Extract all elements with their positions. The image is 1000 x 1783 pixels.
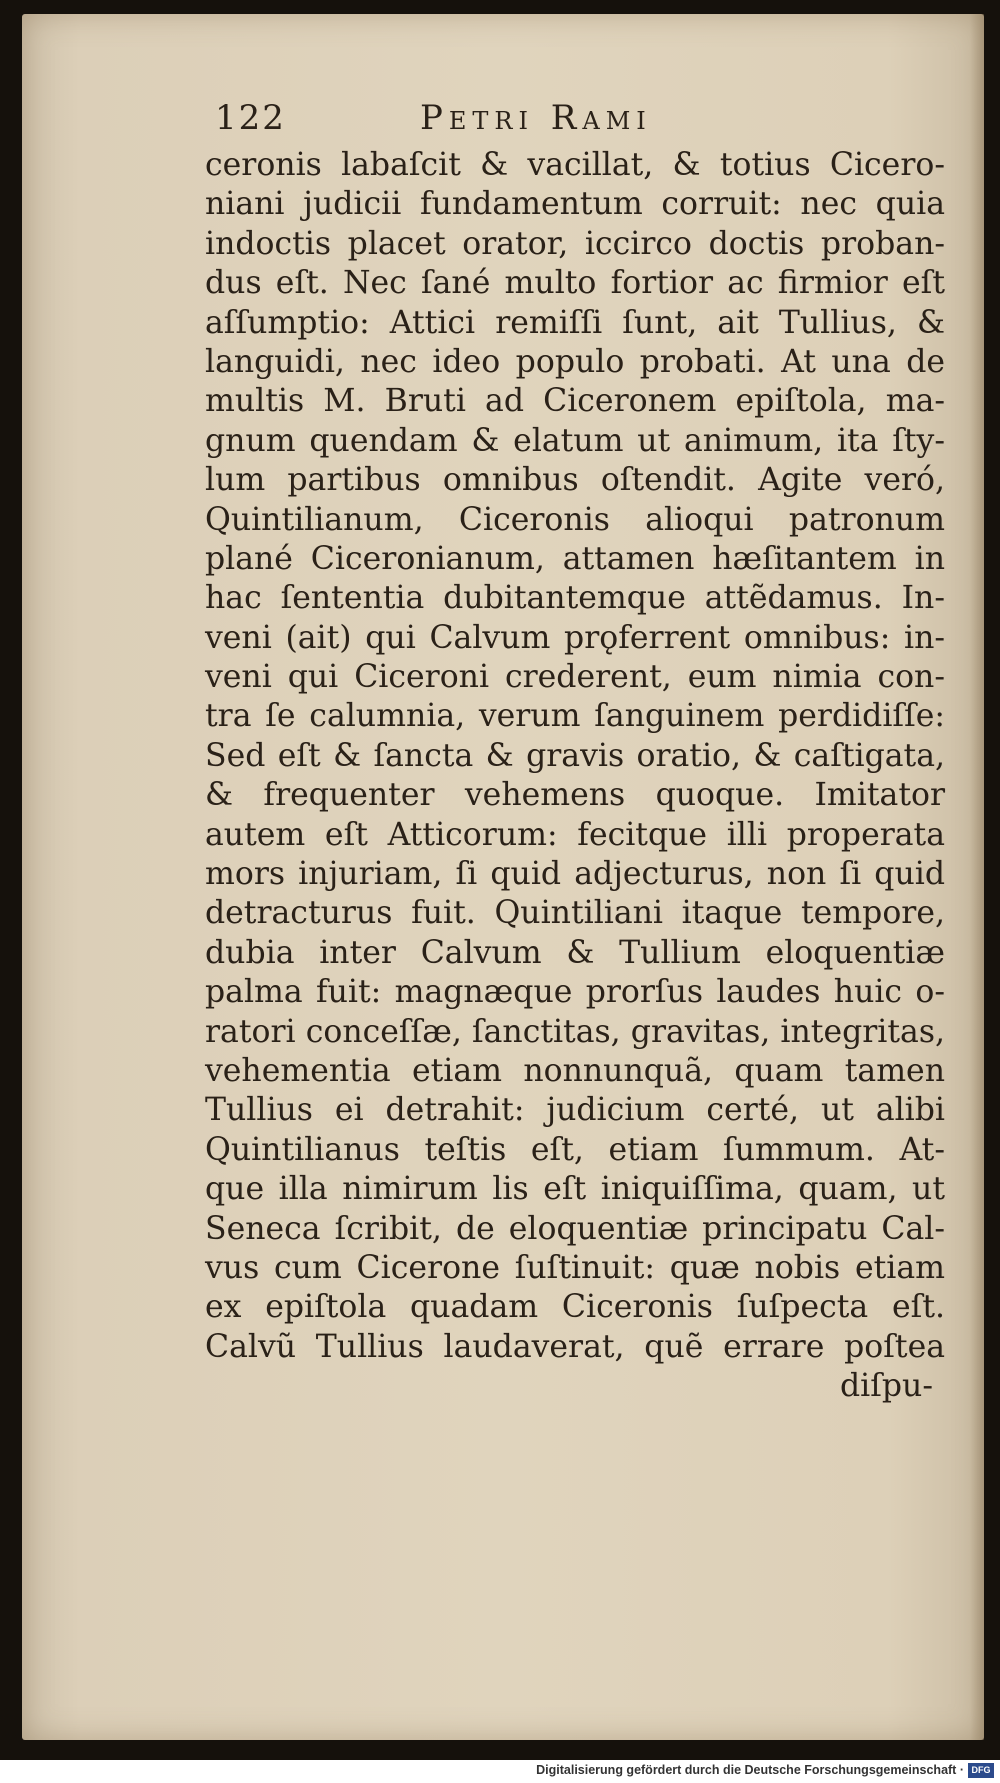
text-line: veni qui Ciceroni crederent, eum nimia con-	[205, 659, 945, 696]
text-line: dubia inter Calvum & Tullium eloquentiæ	[205, 934, 945, 971]
text-line: vehementia etiam nonnunquã, quam tamen	[205, 1052, 945, 1089]
text-line: ceronis labaſcit & vacillat, & totius Cicero-	[205, 147, 945, 183]
text-line: plané Ciceronianum, attamen hæſitantem in	[205, 540, 945, 577]
text-line: detracturus fuit. Quintiliani itaque tempore,	[205, 895, 945, 932]
text-line: Tullius ei detrahit: judicium certé, ut alibi	[205, 1092, 945, 1129]
running-title: Petri Rami	[420, 98, 652, 138]
body-text	[205, 146, 945, 1367]
text-line: languidi, nec ideo populo probati. At una de	[205, 343, 945, 380]
text-line: ratori conceſſæ, ſanctitas, gravitas, integritas,	[205, 1013, 945, 1050]
text-line: que illa nimirum lis eſt iniquiſſima, quam, ut	[205, 1171, 945, 1208]
text-line: dus eſt. Nec ſané multo fortior ac firmior eſt	[205, 265, 945, 302]
text-line: autem eſt Atticorum: fecitque illi properata	[205, 816, 945, 853]
digitization-footer	[0, 1760, 1000, 1783]
text-line: multis M. Bruti ad Ciceronem epiſtola, ma-	[205, 383, 945, 420]
page-text-block	[205, 98, 945, 1407]
text-line: gnum quendam & elatum ut animum, ita ſty-	[205, 422, 945, 459]
catchword: diſpu-	[840, 1368, 933, 1405]
funding-credit: Digitalisierung gefördert durch die Deutsche Forschungsgemeinschaft ·	[536, 1763, 964, 1777]
text-line: veni (ait) qui Calvum prǫferrent omnibus: in-	[205, 619, 945, 656]
text-line: ex epiſtola quadam Ciceronis ſuſpecta eſt.	[205, 1289, 945, 1326]
text-line: tra ſe calumnia, verum ſanguinem perdidiſſe:	[205, 698, 945, 735]
dfg-logo-icon: DFG	[968, 1763, 994, 1778]
text-line: & frequenter vehemens quoque. Imitator	[205, 777, 945, 814]
text-line: Sed eſt & ſancta & gravis oratio, & caſtigata,	[205, 737, 945, 774]
text-line: vus cum Cicerone ſuſtinuit: quæ nobis etiam	[205, 1249, 945, 1286]
running-head	[205, 98, 945, 146]
text-line: Quintilianum, Ciceronis alioqui patronum	[205, 501, 945, 538]
text-line: lum partibus omnibus oſtendit. Agite veró,	[205, 462, 945, 499]
text-line: Calvũ Tullius laudaverat, quẽ errare poſtea	[205, 1328, 945, 1365]
text-line: indoctis placet orator, iccirco doctis proban-	[205, 225, 945, 262]
text-line: Seneca ſcribit, de eloquentiæ principatu Cal-	[205, 1210, 945, 1247]
text-line: aſſumptio: Attici remiſſi ſunt, ait Tullius, &	[205, 304, 945, 341]
page-edge-shadow	[970, 14, 984, 1740]
page-number: 122	[215, 98, 286, 138]
text-line: palma fuit: magnæque prorſus laudes huic o-	[205, 974, 945, 1011]
text-line: hac ſententia dubitantemque attẽdamus. In-	[205, 580, 945, 617]
text-line: mors injuriam, ſi quid adjecturus, non ſi quid	[205, 856, 945, 893]
text-line: Quintilianus teſtis eſt, etiam ſummum. At-	[205, 1131, 945, 1168]
text-line: niani judicii fundamentum corruit: nec quia	[205, 186, 945, 223]
